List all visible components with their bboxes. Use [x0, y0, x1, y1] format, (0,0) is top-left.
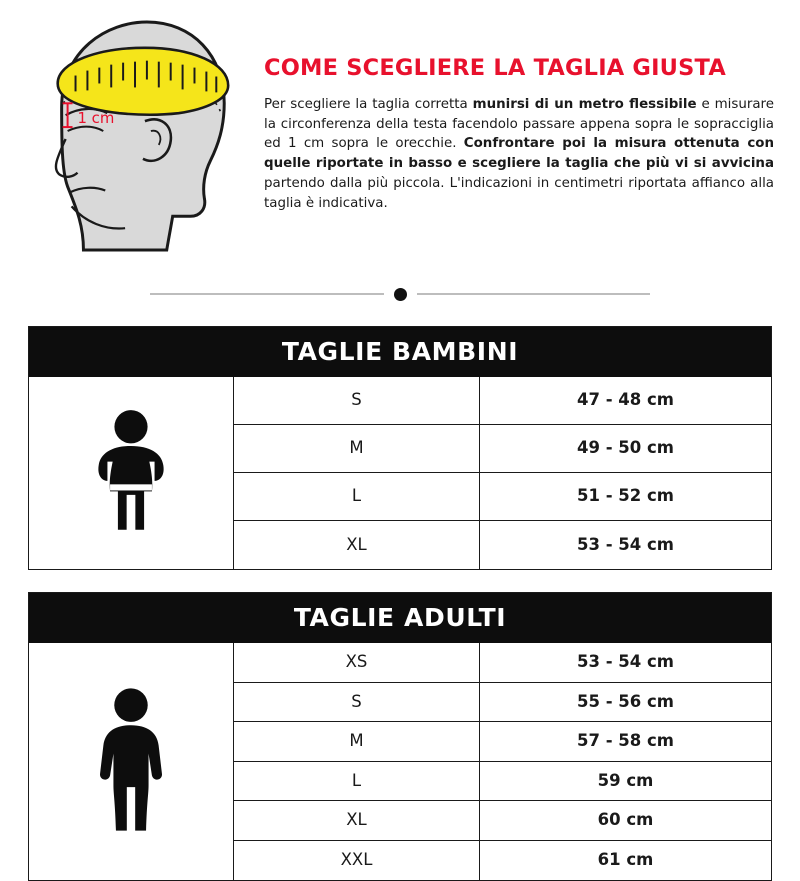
size-cell: M: [234, 722, 480, 761]
divider-line-left: [150, 293, 384, 295]
size-cell: XL: [234, 521, 480, 569]
section-divider: [150, 284, 650, 304]
table-row: [234, 643, 771, 683]
table-row: [234, 683, 771, 723]
measure-cell: 53 - 54 cm: [577, 534, 674, 554]
measure-cell: 53 - 54 cm: [577, 652, 674, 672]
child-silhouette-icon: [83, 407, 179, 539]
measure-cell: 61 cm: [597, 850, 654, 870]
head-with-measuring-tape-icon: [22, 12, 250, 260]
size-cell: XXL: [234, 841, 480, 881]
divider-dot: [394, 288, 407, 301]
kids-table-title: TAGLIE BAMBINI: [29, 327, 771, 377]
size-cell: L: [234, 762, 480, 801]
table-row: [234, 762, 771, 802]
measure-cell: 49 - 50 cm: [577, 438, 674, 458]
size-cell: L: [234, 473, 480, 520]
kids-table-body: [29, 377, 771, 569]
size-cell: XS: [234, 643, 480, 682]
child-figure-cell: [29, 377, 234, 569]
size-cell: XL: [234, 801, 480, 840]
table-row: [234, 722, 771, 762]
adult-silhouette-icon: [85, 686, 177, 838]
size-cell: M: [234, 425, 480, 472]
measure-cell: 57 - 58 cm: [577, 731, 674, 751]
kids-size-table: [28, 326, 772, 570]
tape-label: 1 cm: [77, 109, 115, 128]
intro-text-block: [250, 10, 774, 214]
divider-line-right: [417, 293, 651, 295]
measure-cell: 60 cm: [597, 810, 654, 830]
measure-cell: 47 - 48 cm: [577, 390, 674, 410]
table-row: [234, 801, 771, 841]
head-measure-illustration: [22, 10, 250, 264]
intro-section: [0, 0, 800, 264]
intro-paragraph: Per scegliere la taglia corretta munirsi di un metro flessibile e misurare la circonferenza della testa facendolo passare appena sopra le sopracciglia ed 1 cm sopra le orecchie. Confrontare poi la misura ottenuta con quelle riportate in basso e scegliere la taglia che più vi si avvicina partendo dalla più piccola. L'indicazioni in centimetri riportata affianco alla taglia è indicativa.: [264, 96, 774, 211]
table-row: [234, 473, 771, 521]
table-row: [234, 521, 771, 569]
measure-cell: 55 - 56 cm: [577, 691, 674, 711]
measure-cell: 51 - 52 cm: [577, 486, 674, 506]
kids-rows: [234, 377, 771, 569]
adults-table-title: TAGLIE ADULTI: [29, 593, 771, 643]
adults-size-table: [28, 592, 772, 881]
adults-rows: [234, 643, 771, 880]
size-cell: S: [234, 377, 480, 424]
page-title: COME SCEGLIERE LA TAGLIA GIUSTA: [264, 55, 726, 81]
measure-cell: 59 cm: [597, 770, 654, 790]
table-row: [234, 841, 771, 881]
adults-table-body: [29, 643, 771, 880]
table-row: [234, 425, 771, 473]
size-cell: S: [234, 683, 480, 722]
table-row: [234, 377, 771, 425]
adult-figure-cell: [29, 643, 234, 880]
